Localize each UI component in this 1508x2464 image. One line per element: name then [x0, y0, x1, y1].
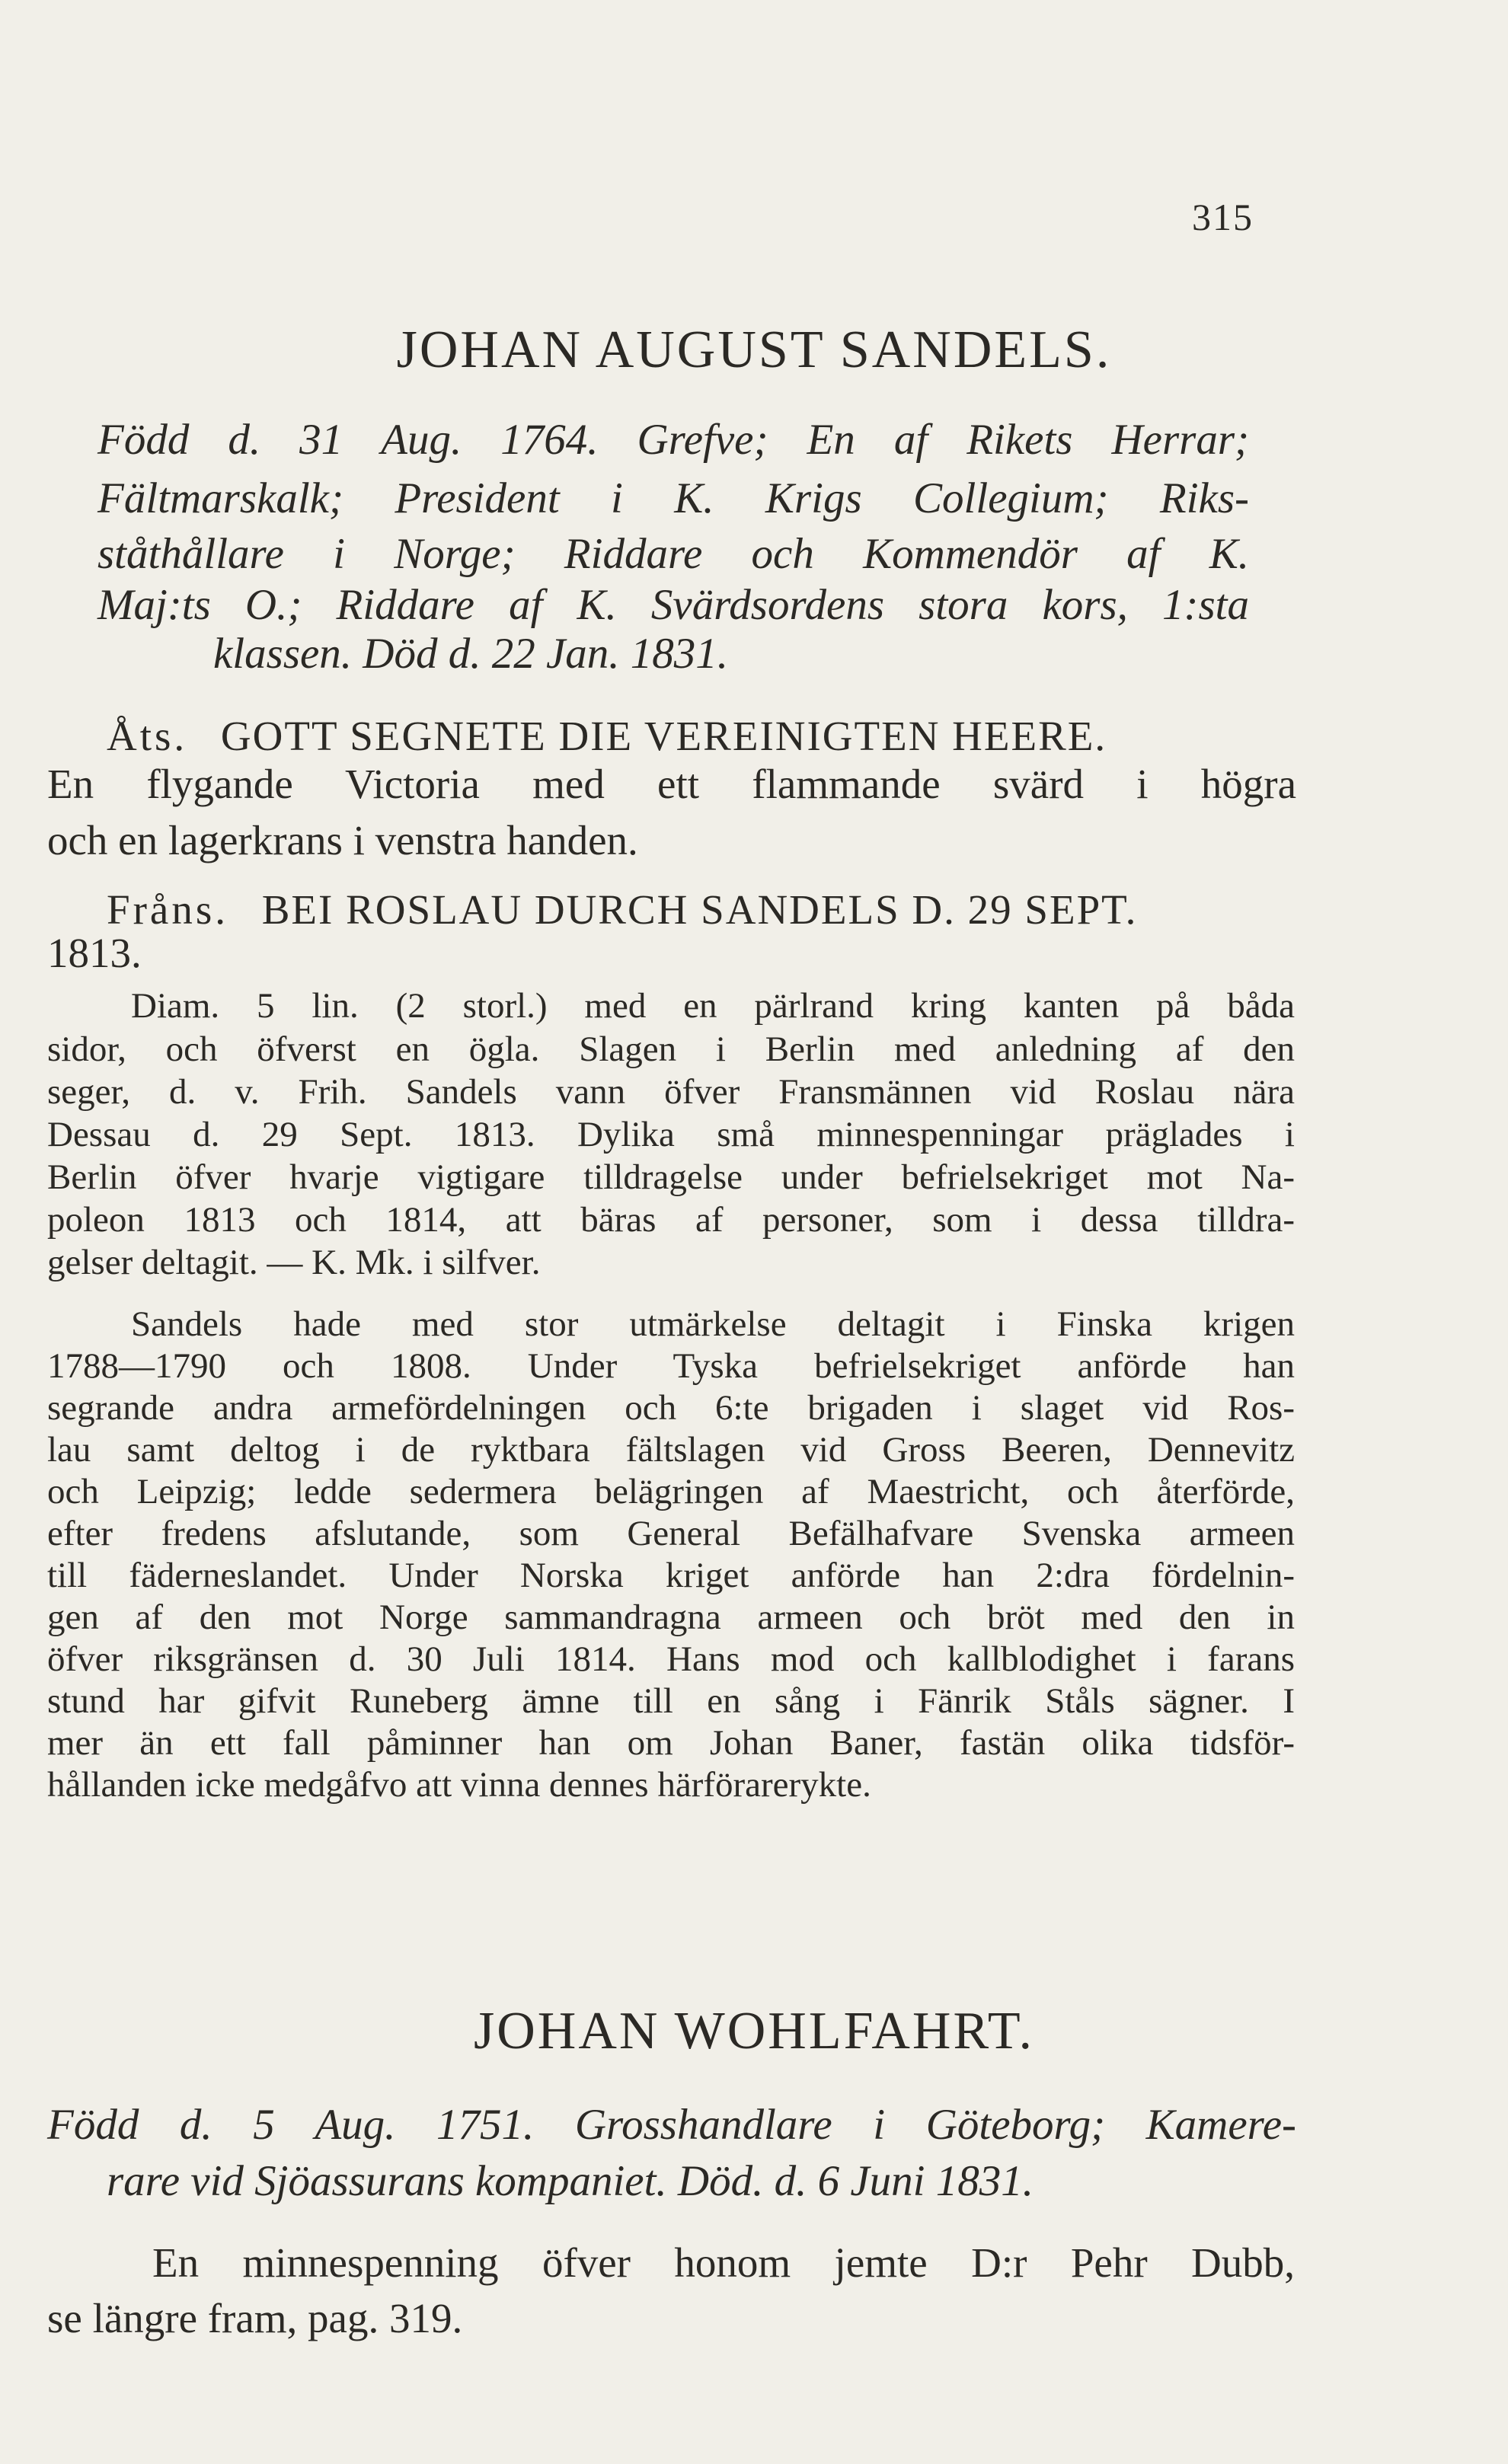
reference-line: se längre fram, pag. 319.: [47, 2295, 463, 2341]
obverse-description: En flygande Victoria med ett flammande svärd i högra: [47, 761, 1296, 807]
narrative-line: 1788—1790 och 1808. Under Tyska befrielsekriget anförde han: [47, 1346, 1295, 1386]
bio-line: klassen. Död d. 22 Jan. 1831.: [213, 630, 729, 678]
reverse-year: 1813.: [47, 930, 142, 976]
reverse-inscription-line: [107, 886, 1295, 934]
diameter-note-line: poleon 1813 och 1814, att bäras af personer, som i dessa tilldra-: [47, 1200, 1295, 1240]
narrative-line: efter fredens afslutande, som General Befälhafvare Svenska armeen: [47, 1514, 1295, 1553]
reverse-inscription: BEI ROSLAU DURCH SANDELS D. 29 SEPT.: [261, 886, 1138, 933]
bio-line: Fältmarskalk; President i K. Krigs Collegium; Riks-: [97, 474, 1249, 522]
narrative-line: gen af den mot Norge sammandragna armeen och bröt med den in: [47, 1597, 1295, 1637]
narrative-line: till fäderneslandet. Under Norska kriget anförde han 2:dra fördelnin-: [47, 1556, 1295, 1595]
obverse-inscription-line: [107, 712, 1295, 760]
narrative-line: öfver riksgränsen d. 30 Juli 1814. Hans mod och kallblodighet i farans: [47, 1639, 1295, 1679]
obverse-description: och en lagerkrans i venstra handen.: [47, 817, 638, 863]
page-number: 315: [1192, 196, 1254, 238]
narrative-line: och Leipzig; ledde sedermera belägringen af Maestricht, och återförde,: [47, 1472, 1295, 1511]
diameter-note-line: Diam. 5 lin. (2 storl.) med en pärlrand kring kanten på båda: [131, 986, 1295, 1026]
narrative-line: lau samt deltog i de ryktbara fältslagen vid Gross Beeren, Dennevitz: [47, 1430, 1295, 1470]
reference-line: En minnespenning öfver honom jemte D:r Pehr Dubb,: [152, 2239, 1295, 2286]
narrative-line: stund har gifvit Runeberg ämne till en sång i Fänrik Ståls sägner. I: [47, 1681, 1295, 1721]
narrative-line: hållanden icke medgåfvo att vinna dennes härförarerykte.: [47, 1765, 871, 1805]
bio-line: Maj:ts O.; Riddare af K. Svärdsordens stora kors, 1:sta: [97, 581, 1249, 629]
bio-line: ståthållare i Norge; Riddare och Kommendör af K.: [97, 530, 1249, 578]
bio-line: Född d. 31 Aug. 1764. Grefve; En af Rikets Herrar;: [97, 416, 1249, 464]
narrative-line: Sandels hade med stor utmärkelse deltagit i Finska krigen: [131, 1304, 1295, 1344]
entry-title-wohlfahrt: JOHAN WOHLFAHRT.: [473, 2002, 1034, 2060]
reverse-label: Fråns.: [107, 886, 228, 933]
diameter-note-line: gelser deltagit. — K. Mk. i silfver.: [47, 1243, 541, 1282]
obverse-inscription: GOTT SEGNETE DIE VEREINIGTEN HEERE.: [220, 713, 1107, 759]
diameter-note-line: seger, d. v. Frih. Sandels vann öfver Fransmännen vid Roslau nära: [47, 1072, 1295, 1112]
diameter-note-line: Berlin öfver hvarje vigtigare tilldragelse under befrielsekriget mot Na-: [47, 1157, 1295, 1197]
narrative-line: segrande andra armefördelningen och 6:te brigaden i slaget vid Ros-: [47, 1388, 1295, 1428]
diameter-note-line: Dessau d. 29 Sept. 1813. Dylika små minnespenningar präglades i: [47, 1115, 1295, 1154]
narrative-line: mer än ett fall påminner han om Johan Baner, fastän olika tidsför-: [47, 1723, 1295, 1763]
entry-title-sandels: JOHAN AUGUST SANDELS.: [396, 321, 1112, 379]
obverse-label: Åts.: [107, 713, 188, 759]
bio-line: rare vid Sjöassurans kompaniet. Död. d. 6 Juni 1831.: [107, 2157, 1034, 2205]
diameter-note-line: sidor, och öfverst en ögla. Slagen i Berlin med anledning af den: [47, 1029, 1295, 1069]
bio-line: Född d. 5 Aug. 1751. Grosshandlare i Göteborg; Kamere-: [47, 2101, 1296, 2149]
